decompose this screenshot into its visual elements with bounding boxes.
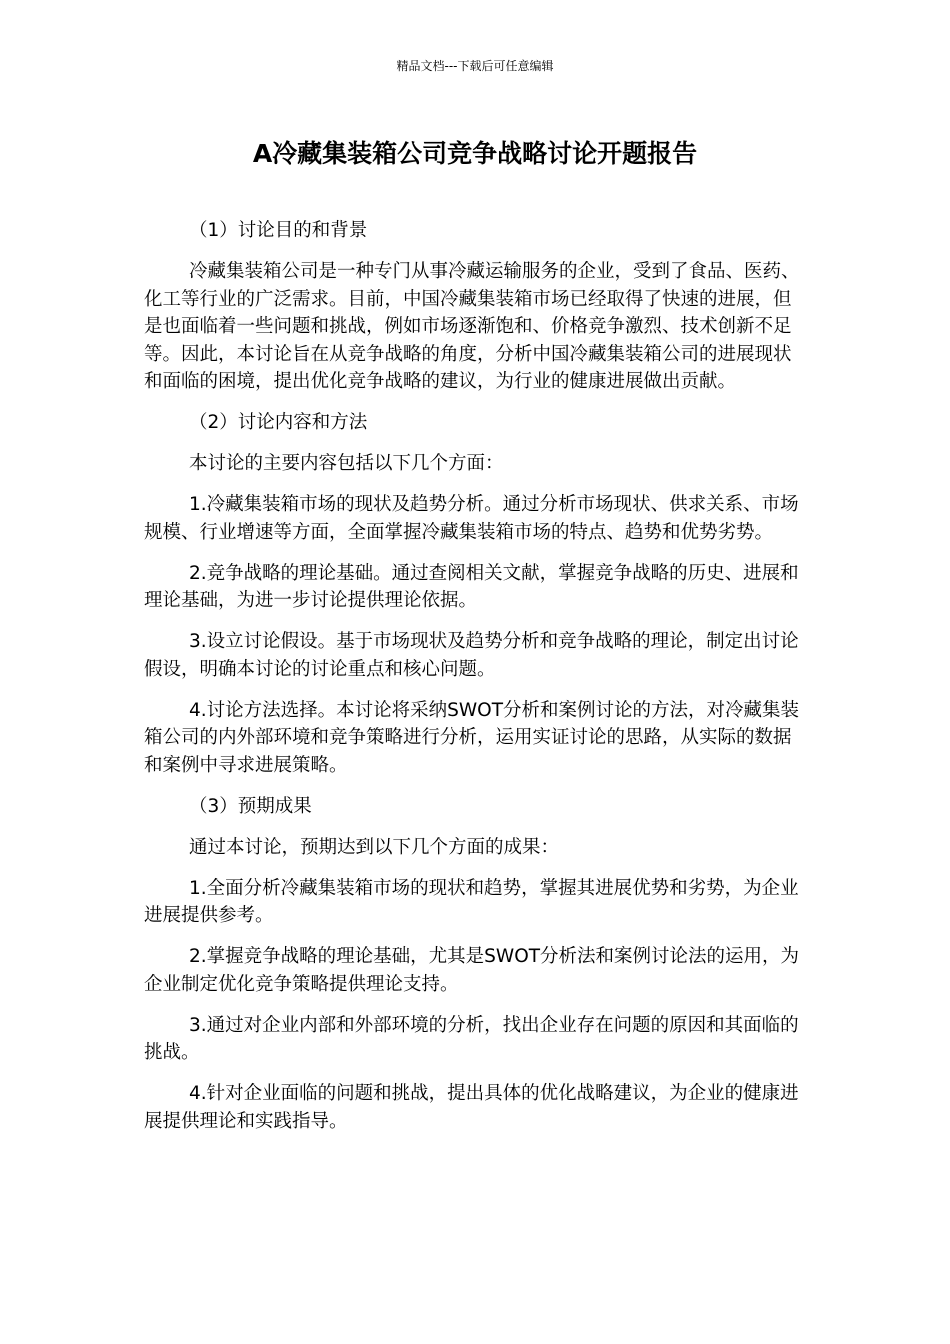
list-item-outcome-2: 2.掌握竞争战略的理论基础，尤其是SWOT分析法和案例讨论法的运用，为企业制定优化竞争策略提供理论支持。 bbox=[144, 946, 800, 995]
list-item-content-3: 3.设立讨论假设。基于市场现状及趋势分析和竞争战略的理论，制定出讨论假设，明确本讨论的讨论重点和核心问题。 bbox=[144, 631, 799, 680]
list-item-outcome-3: 3.通过对企业内部和外部环境的分析，找出企业存在问题的原因和其面临的挑战。 bbox=[144, 1014, 799, 1063]
list-item-content-2: 2.竞争战略的理论基础。通过查阅相关文献，掌握竞争战略的历史、进展和理论基础，为进一步讨论提供理论依据。 bbox=[144, 562, 799, 611]
paragraph-background: 冷藏集装箱公司是一种专门从事冷藏运输服务的企业，受到了食品、医药、化工等行业的广泛需求。目前，中国冷藏集装箱市场已经取得了快速的进展，但是也面临着一些问题和挑战，例如市场逐渐饱和、价格竞争激烈、技术创新不足等。因此，本讨论旨在从竞争战略的角度，分析中国冷藏集装箱公司的进展现状和面临的困境，提出优化竞争战略的建议，为行业的健康进展做出贡献。 bbox=[144, 261, 800, 392]
document-body bbox=[144, 217, 806, 1135]
paragraph-content-intro: 本讨论的主要内容包括以下几个方面： bbox=[189, 453, 504, 474]
list-item-outcome-1: 1.全面分析冷藏集装箱市场的现状和趋势，掌握其进展优势和劣势，为企业进展提供参考。 bbox=[144, 877, 799, 926]
section-heading-3: （3）预期成果 bbox=[189, 795, 312, 817]
section-heading-2: （2）讨论内容和方法 bbox=[189, 412, 368, 433]
list-item-content-1: 1.冷藏集装箱市场的现状及趋势分析。通过分析市场现状、供求关系、市场规模、行业增速等方面，全面掌握冷藏集装箱市场的特点、趋势和优势劣势。 bbox=[144, 494, 799, 543]
document-title: A冷藏集装箱公司竞争战略讨论开题报告 bbox=[252, 139, 698, 168]
list-item-outcome-4: 4.针对企业面临的问题和挑战，提出具体的优化战略建议，为企业的健康进展提供理论和实践指导。 bbox=[144, 1083, 799, 1132]
paragraph-outcomes-intro: 通过本讨论，预期达到以下几个方面的成果： bbox=[189, 836, 560, 858]
section-heading-1: （1）讨论目的和背景 bbox=[189, 220, 368, 241]
page-header: 精品文档---下载后可任意编辑 bbox=[396, 59, 554, 73]
list-item-content-4: 4.讨论方法选择。本讨论将采纳SWOT分析和案例讨论的方法，对冷藏集装箱公司的内外部环境和竞争策略进行分析，运用实证讨论的思路，从实际的数据和案例中寻求进展策略。 bbox=[144, 699, 800, 776]
